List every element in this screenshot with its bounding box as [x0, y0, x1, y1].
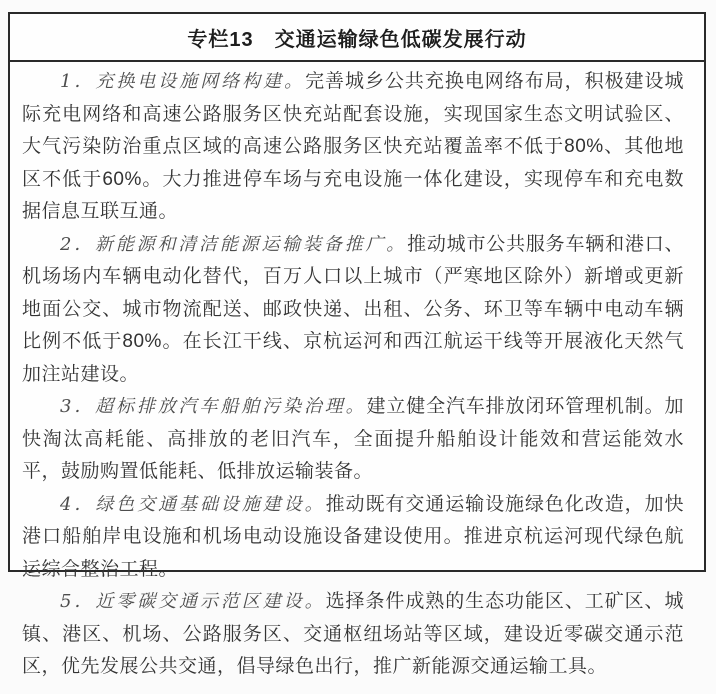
paragraph-emission-control	[22, 391, 684, 489]
paragraph-1-lead: 1．充换电设施网络构建。	[60, 71, 306, 92]
paragraph-2-lead: 2．新能源和清洁能源运输装备推广。	[60, 233, 408, 255]
paragraph-new-energy-equipment	[22, 229, 684, 392]
paragraph-5-lead: 5．近零碳交通示范区建设。	[60, 591, 326, 612]
column-body	[10, 62, 704, 694]
paragraph-5-text: 选择条件成熟的生态功能区、工矿区、城镇、港区、机场、公路服务区、交通枢纽场站等区域，建设近零碳交通示范区，优先发展公共交通，倡导绿色出行，推广新能源交通运输工具。	[22, 591, 684, 677]
paragraph-near-zero-carbon-zones	[22, 586, 684, 684]
column-box	[8, 12, 706, 677]
paragraph-1-text: 完善城乡公共充换电网络布局，积极建设城际充电网络和高速公路服务区快充站配套设施，实现国家生态文明试验区、大气污染防治重点区域的高速公路服务区快充站覆盖率不低于80%、其他地区不低于60%。大力推进停车场与充电设施一体化建设，实现停车和充电数据信息互联互通。	[22, 71, 684, 222]
paragraph-4-lead: 4．绿色交通基础设施建设。	[60, 493, 326, 515]
column-title: 专栏13 交通运输绿色低碳发展行动	[10, 14, 704, 62]
paragraph-charging-network	[22, 66, 684, 229]
paragraph-green-infrastructure	[22, 489, 684, 587]
paragraph-3-text: 建立健全汽车排放闭环管理机制。加快淘汰高耗能、高排放的老旧汽车，全面提升船舶设计能效和营运能效水平，鼓励购置低能耗、低排放运输装备。	[22, 396, 684, 482]
paragraph-2-text: 推动城市公共服务车辆和港口、机场场内车辆电动化替代，百万人口以上城市（严寒地区除外）新增或更新地面公交、城市物流配送、邮政快递、出租、公务、环卫等车辆中电动车辆比例不低于80%。在长江干线、京杭运河和西江航运干线等开展液化天然气加注站建设。	[22, 233, 684, 385]
paragraph-4-text: 推动既有交通运输设施绿色化改造，加快港口船舶岸电设施和机场电动设施设备建设使用。推进京杭运河现代绿色航运综合整治工程。	[22, 493, 684, 580]
paragraph-3-lead: 3．超标排放汽车船舶污染治理。	[60, 396, 367, 417]
